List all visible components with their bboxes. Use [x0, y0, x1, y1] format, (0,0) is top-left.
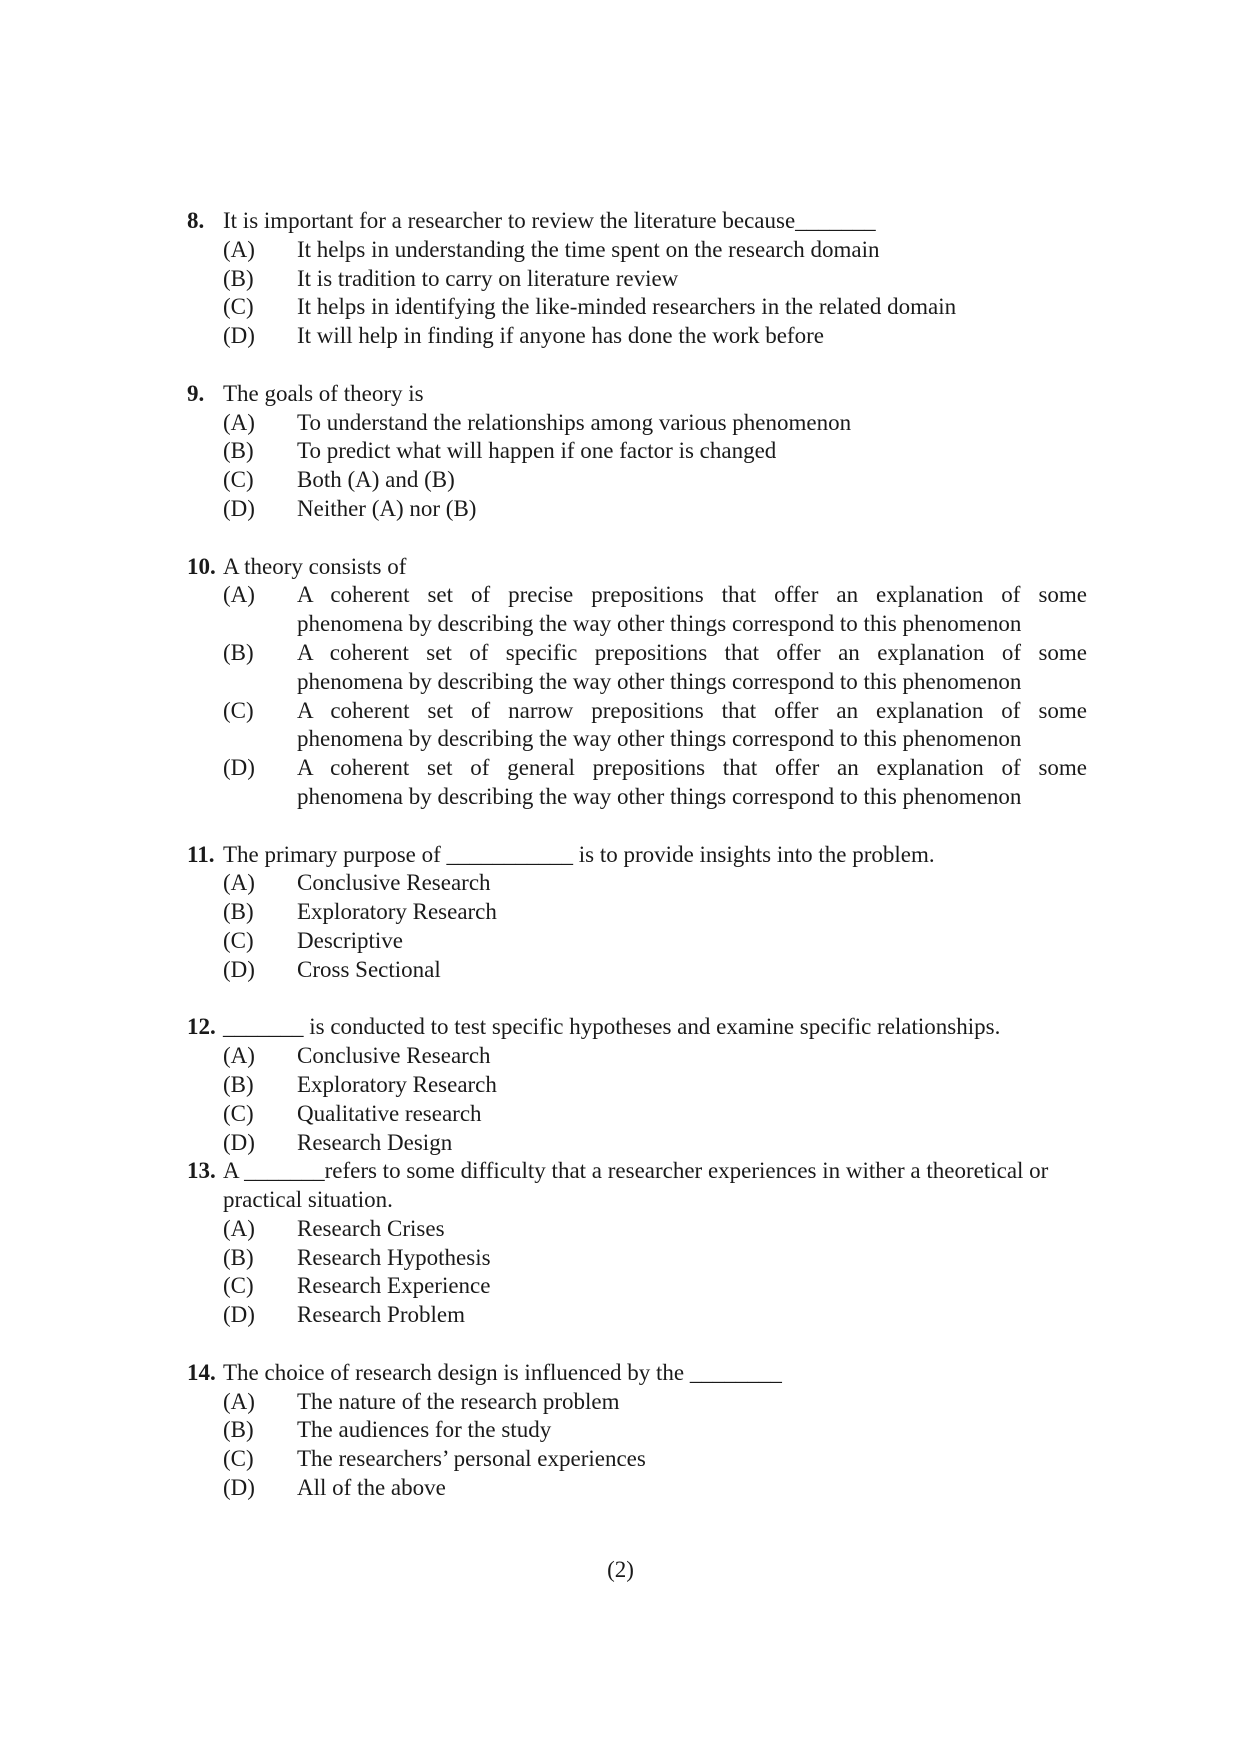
option-text: Conclusive Research — [297, 870, 491, 896]
option-label: (B) — [223, 1071, 254, 1097]
option-c — [187, 1445, 1087, 1474]
option-label: (C) — [223, 1100, 254, 1126]
option-a — [187, 1388, 1087, 1417]
option-text: To understand the relationships among various phenomenon — [297, 409, 852, 435]
question-number: 8. — [187, 208, 205, 233]
option-text: To predict what will happen if one factor is changed — [297, 438, 777, 464]
option-text: Research Problem — [297, 1302, 465, 1328]
option-b — [187, 265, 1087, 294]
option-text: It will help in finding if anyone has done the work before — [297, 323, 824, 349]
option-d — [187, 322, 1087, 351]
option-label: (D) — [223, 323, 255, 349]
option-c — [187, 293, 1087, 322]
question-stem — [187, 1157, 1087, 1215]
option-label: (D) — [223, 1302, 255, 1328]
question-text: _______ is conducted to test specific hypotheses and examine specific relationships. — [223, 1014, 1001, 1040]
option-label: (C) — [223, 1273, 254, 1299]
option-label: (A) — [223, 236, 255, 262]
option-a-continued — [187, 610, 1087, 639]
question-number: 14. — [187, 1359, 216, 1385]
question-9 — [187, 380, 1087, 524]
option-label: (B) — [223, 438, 254, 464]
option-a — [187, 409, 1087, 438]
option-b-continued — [187, 668, 1087, 697]
option-text: The audiences for the study — [297, 1417, 552, 1443]
question-8 — [187, 207, 1087, 351]
option-text-line-1: A coherent set of precise prepositions that offer an explanation of some — [297, 582, 1087, 608]
question-number: 12. — [187, 1014, 216, 1040]
option-text: Research Crises — [297, 1215, 445, 1241]
option-text-line-1: A coherent set of general prepositions that offer an explanation of some — [297, 755, 1087, 781]
option-label: (C) — [223, 294, 254, 320]
question-text: The goals of theory is — [223, 380, 424, 406]
option-text: Conclusive Research — [297, 1043, 491, 1069]
option-d — [187, 754, 1087, 783]
option-a — [187, 1215, 1087, 1244]
option-d — [187, 495, 1087, 524]
option-d — [187, 1301, 1087, 1330]
option-label: (B) — [223, 639, 254, 665]
question-stem — [187, 207, 1087, 236]
option-c — [187, 1100, 1087, 1129]
option-label: (A) — [223, 582, 255, 608]
option-text-line-1: A coherent set of narrow prepositions that offer an explanation of some — [297, 697, 1087, 723]
page-number: (2) — [607, 1557, 634, 1582]
option-text: Descriptive — [297, 927, 404, 953]
option-text: Qualitative research — [297, 1100, 482, 1126]
option-text: It helps in identifying the like-minded researchers in the related domain — [297, 294, 957, 320]
option-b — [187, 437, 1087, 466]
question-11 — [187, 841, 1087, 985]
option-label: (B) — [223, 265, 254, 291]
question-text: It is important for a researcher to review the literature because_______ — [223, 208, 876, 233]
question-14 — [187, 1359, 1087, 1503]
option-d — [187, 1474, 1087, 1503]
option-label: (A) — [223, 870, 255, 896]
question-12 — [187, 1013, 1087, 1157]
question-number: 11. — [187, 841, 215, 867]
option-b — [187, 898, 1087, 927]
option-text: All of the above — [297, 1475, 446, 1501]
option-label: (A) — [223, 1215, 255, 1241]
option-a — [187, 1042, 1087, 1071]
option-label: (A) — [223, 409, 255, 435]
option-c-continued — [187, 725, 1087, 754]
option-text-line-2: phenomena by describing the way other things correspond to this phenomenon — [297, 668, 1022, 694]
option-text: Exploratory Research — [297, 1071, 497, 1097]
question-text: The choice of research design is influenced by the ________ — [223, 1359, 782, 1385]
question-number: 13. — [187, 1158, 216, 1184]
option-d — [187, 956, 1087, 985]
option-text: Research Design — [297, 1129, 453, 1155]
option-label: (A) — [223, 1043, 255, 1069]
option-text-line-1: A coherent set of specific prepositions that offer an explanation of some — [297, 639, 1087, 665]
option-c — [187, 697, 1087, 726]
question-text: A theory consists of — [223, 553, 407, 579]
option-text-line-2: phenomena by describing the way other things correspond to this phenomenon — [297, 726, 1022, 752]
option-text: Research Experience — [297, 1273, 491, 1299]
option-text: Cross Sectional — [297, 956, 441, 982]
question-stem — [187, 553, 1087, 582]
question-stem — [187, 1013, 1087, 1042]
option-text: The researchers’ personal experiences — [297, 1446, 646, 1472]
question-text: The primary purpose of ___________ is to provide insights into the problem. — [223, 841, 935, 867]
option-b — [187, 1244, 1087, 1273]
question-number: 10. — [187, 553, 216, 579]
option-text: The nature of the research problem — [297, 1388, 620, 1414]
option-c — [187, 466, 1087, 495]
option-c — [187, 1272, 1087, 1301]
option-label: (D) — [223, 495, 255, 521]
option-c — [187, 927, 1087, 956]
option-text-line-2: phenomena by describing the way other things correspond to this phenomenon — [297, 611, 1022, 637]
option-label: (C) — [223, 697, 254, 723]
option-label: (C) — [223, 927, 254, 953]
question-text: A _______refers to some difficulty that a researcher experiences in wither a theoretical or practical situation. — [223, 1158, 1049, 1213]
option-a — [187, 236, 1087, 265]
option-b — [187, 639, 1087, 668]
option-label: (D) — [223, 956, 255, 982]
option-text: Exploratory Research — [297, 899, 497, 925]
option-label: (D) — [223, 1475, 255, 1501]
option-d — [187, 1129, 1087, 1158]
question-list — [187, 207, 1087, 1503]
option-a — [187, 869, 1087, 898]
option-text: It helps in understanding the time spent on the research domain — [297, 236, 880, 262]
option-text-line-2: phenomena by describing the way other things correspond to this phenomenon — [297, 783, 1022, 809]
option-label: (D) — [223, 755, 255, 781]
question-number: 9. — [187, 380, 205, 406]
option-text: Research Hypothesis — [297, 1244, 491, 1270]
option-label: (B) — [223, 899, 254, 925]
question-10 — [187, 553, 1087, 812]
option-label: (D) — [223, 1129, 255, 1155]
option-text: Neither (A) nor (B) — [297, 495, 477, 521]
option-b — [187, 1071, 1087, 1100]
option-text: It is tradition to carry on literature review — [297, 265, 679, 291]
option-label: (C) — [223, 467, 254, 493]
option-d-continued — [187, 783, 1087, 812]
option-label: (B) — [223, 1244, 254, 1270]
option-label: (A) — [223, 1388, 255, 1414]
question-stem — [187, 1359, 1087, 1388]
question-stem — [187, 380, 1087, 409]
question-13 — [187, 1157, 1087, 1330]
option-a — [187, 581, 1087, 610]
option-label: (B) — [223, 1417, 254, 1443]
question-stem — [187, 841, 1087, 870]
option-text: Both (A) and (B) — [297, 467, 455, 493]
option-b — [187, 1416, 1087, 1445]
option-label: (C) — [223, 1446, 254, 1472]
